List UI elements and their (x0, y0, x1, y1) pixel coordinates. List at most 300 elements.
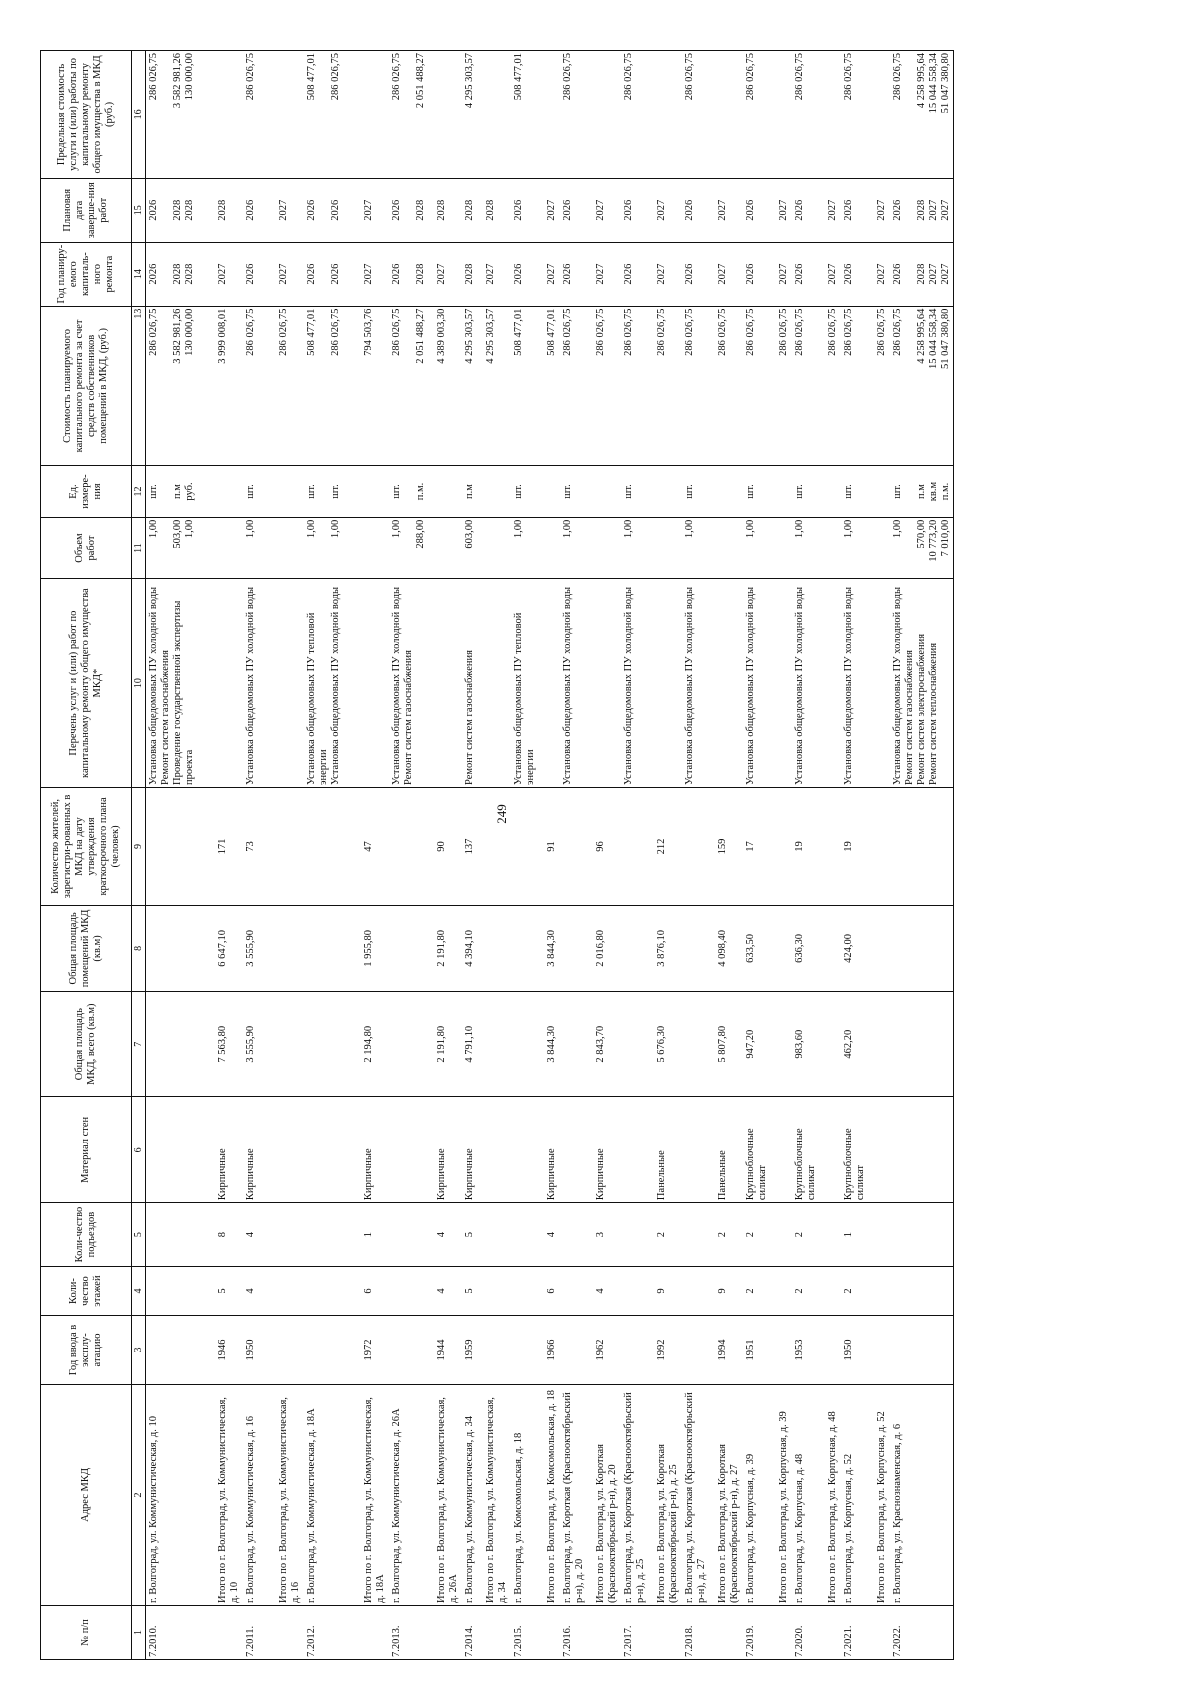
column-number-9: 9 (132, 788, 146, 906)
unit-value: руб. (184, 482, 195, 501)
year-built-cell (477, 1316, 511, 1385)
completion-date-cell (648, 178, 682, 242)
table-row (682, 51, 709, 1660)
service-cell (477, 579, 511, 788)
repair-year-cell (792, 242, 819, 306)
floors-cell: 2 (743, 1266, 770, 1315)
entrances-cell (304, 1203, 355, 1267)
header-row (41, 51, 132, 1660)
service-cell (682, 579, 709, 788)
total-area-cell (304, 991, 355, 1097)
residents-cell (270, 788, 304, 906)
year-built-cell: 1951 (743, 1316, 770, 1385)
completion-date-value: 2027 (595, 199, 606, 221)
wall-material-cell (868, 1097, 890, 1203)
total-area-cell: 983,60 (792, 991, 819, 1097)
row-number-cell (209, 1605, 243, 1659)
entrances-cell (389, 1203, 428, 1267)
premises-area-cell: 3 876,10 (648, 905, 682, 991)
cost-value: 286 026,75 (843, 308, 854, 356)
service-cell (538, 579, 560, 788)
unit-value: кв.м (928, 481, 939, 502)
cost-limit-cell (477, 51, 511, 179)
completion-date-value: 2027 (717, 199, 728, 221)
address-cell: Итого по г. Волгоград, ул. Короткая (Краснооктябрьский р-н), д. 27 (709, 1384, 743, 1605)
volume-value: 1,00 (562, 519, 573, 539)
wall-material-cell: Панельные (648, 1097, 682, 1203)
repair-year-value: 2026 (245, 263, 256, 285)
row-number-cell (355, 1605, 389, 1659)
repair-year-value: 2026 (391, 263, 402, 285)
unit-value: шт. (391, 484, 402, 499)
completion-date-value: 2026 (623, 199, 634, 221)
cost-value: 286 026,75 (330, 308, 341, 356)
address-cell: Итого по г. Волгоград, ул. Корпусная, д. 52 (868, 1384, 890, 1605)
total-row (477, 51, 511, 1660)
service-cell (792, 579, 819, 788)
column-header-2: Адрес МКД (41, 1384, 132, 1605)
completion-date-cell (770, 178, 792, 242)
cost-cell (868, 306, 890, 466)
repair-year-value: 2027 (717, 263, 728, 285)
premises-area-cell (621, 905, 648, 991)
cost-limit-value: 51 047 380,80 (940, 53, 951, 114)
wall-material-cell (511, 1097, 538, 1203)
column-header-11: Объем работ (41, 517, 132, 578)
total-area-cell (560, 991, 587, 1097)
residents-cell (819, 788, 841, 906)
service-value: Установка общедомовых ПУ холодной воды (562, 586, 573, 785)
volume-value: 10 773,20 (928, 519, 939, 562)
entrances-cell (770, 1203, 792, 1267)
completion-date-value: 2026 (513, 199, 524, 221)
column-header-5: Коли-чество подъездов (41, 1203, 132, 1267)
cost-limit-value: 286 026,75 (623, 53, 634, 101)
completion-date-value: 2026 (562, 199, 573, 221)
total-area-cell: 2 194,80 (355, 991, 389, 1097)
unit-value: шт. (330, 484, 341, 499)
completion-date-cell (270, 178, 304, 242)
address-cell: г. Волгоград, ул. Комсомольская, д. 18 (511, 1384, 538, 1605)
completion-date-cell (538, 178, 560, 242)
completion-date-value: 2027 (778, 199, 789, 221)
unit-value: шт. (623, 484, 634, 499)
cost-limit-value: 286 026,75 (391, 53, 402, 101)
volume-value: 1,00 (148, 519, 159, 539)
column-number-14: 14 (132, 242, 146, 306)
row-number-cell: 7.2017. (621, 1605, 648, 1659)
cost-limit-cell (428, 51, 462, 179)
address-cell: Итого по г. Волгоград, ул. Короткая (Краснооктябрьский р-н), д. 20 (587, 1384, 621, 1605)
cost-cell (841, 306, 868, 466)
completion-date-value: 2028 (415, 199, 426, 221)
repair-year-cell (770, 242, 792, 306)
cost-value: 286 026,75 (656, 308, 667, 356)
table-row (792, 51, 819, 1660)
repair-year-value: 2028 (464, 263, 475, 285)
column-header-4: Коли-чество этажей (41, 1266, 132, 1315)
wall-material-cell (389, 1097, 428, 1203)
cost-cell (819, 306, 841, 466)
service-cell (462, 579, 477, 788)
residents-cell: 47 (355, 788, 389, 906)
service-value: Ремонт систем газоснабжения (904, 650, 915, 785)
cost-limit-cell (648, 51, 682, 179)
repair-year-cell (709, 242, 743, 306)
unit-value: шт. (562, 484, 573, 499)
total-row (819, 51, 841, 1660)
address-cell: г. Волгоград, ул. Корпусная, д. 39 (743, 1384, 770, 1605)
repair-year-value: 2027 (546, 263, 557, 285)
cost-value: 286 026,75 (623, 308, 634, 356)
year-built-cell: 1994 (709, 1316, 743, 1385)
volume-value: 1,00 (330, 519, 341, 539)
repair-year-cell (270, 242, 304, 306)
wall-material-cell (819, 1097, 841, 1203)
cost-cell (587, 306, 621, 466)
column-number-4: 4 (132, 1266, 146, 1315)
completion-date-value: 2027 (363, 199, 374, 221)
unit-cell (304, 466, 355, 518)
repair-year-value: 2027 (928, 263, 939, 285)
volume-cell (621, 517, 648, 578)
cost-value: 286 026,75 (245, 308, 256, 356)
volume-cell (648, 517, 682, 578)
service-value: Ремонт систем электроснабжения (916, 633, 927, 785)
floors-cell: 5 (209, 1266, 243, 1315)
year-built-cell: 1953 (792, 1316, 819, 1385)
cost-cell (560, 306, 587, 466)
column-header-16: Предельная стоимость услуги и (или) работы по капитальному ремонту общего имущества в МКД (руб.) (41, 51, 132, 179)
repair-year-value: 2027 (485, 263, 496, 285)
premises-area-cell (682, 905, 709, 991)
total-area-cell (890, 991, 954, 1097)
cost-limit-cell (304, 51, 355, 179)
repair-year-value: 2028 (172, 263, 183, 285)
total-area-cell (389, 991, 428, 1097)
cost-limit-cell (792, 51, 819, 179)
cost-value: 508 477,01 (306, 308, 317, 356)
cost-limit-cell (355, 51, 389, 179)
completion-date-cell (587, 178, 621, 242)
floors-cell (477, 1266, 511, 1315)
wall-material-cell: Крупноблочные силикат (792, 1097, 819, 1203)
completion-date-cell (389, 178, 428, 242)
address-cell: г. Волгоград, ул. Короткая (Краснооктябрьский р-н), д. 20 (560, 1384, 587, 1605)
residents-cell: 17 (743, 788, 770, 906)
completion-date-cell (868, 178, 890, 242)
volume-cell (890, 517, 954, 578)
cost-limit-cell (890, 51, 954, 179)
entrances-cell: 2 (792, 1203, 819, 1267)
cost-cell (243, 306, 270, 466)
repair-year-value: 2026 (843, 263, 854, 285)
row-number-cell (709, 1605, 743, 1659)
column-number-8: 8 (132, 905, 146, 991)
service-cell (560, 579, 587, 788)
service-cell (389, 579, 428, 788)
total-area-cell (682, 991, 709, 1097)
year-built-cell: 1962 (587, 1316, 621, 1385)
address-cell: г. Волгоград, ул. Краснознаменская, д. 6 (890, 1384, 954, 1605)
unit-value: п.м. (415, 482, 426, 501)
total-area-cell (868, 991, 890, 1097)
completion-date-value: 2026 (684, 199, 695, 221)
total-area-cell: 4 791,10 (462, 991, 477, 1097)
volume-value: 503,00 (172, 519, 183, 549)
repair-year-cell (462, 242, 477, 306)
cost-limit-cell (511, 51, 538, 179)
volume-cell (682, 517, 709, 578)
volume-cell (792, 517, 819, 578)
cost-value: 15 044 558,34 (928, 308, 939, 369)
completion-date-value: 2027 (278, 199, 289, 221)
cost-value: 286 026,75 (778, 308, 789, 356)
row-number-cell: 7.2011. (243, 1605, 270, 1659)
completion-date-value: 2026 (745, 199, 756, 221)
cost-limit-cell (146, 51, 210, 179)
repair-year-value: 2027 (363, 263, 374, 285)
entrances-cell: 3 (587, 1203, 621, 1267)
cost-cell (428, 306, 462, 466)
unit-cell (841, 466, 868, 518)
unit-value: шт. (843, 484, 854, 499)
completion-date-value: 2026 (148, 199, 159, 221)
service-value: Ремонт систем газоснабжения (403, 650, 414, 785)
total-area-cell: 5 676,30 (648, 991, 682, 1097)
premises-area-cell (477, 905, 511, 991)
repair-year-value: 2027 (656, 263, 667, 285)
premises-area-cell: 2 016,80 (587, 905, 621, 991)
column-header-6: Материал стен (41, 1097, 132, 1203)
cost-limit-value: 4 295 303,57 (464, 53, 475, 109)
column-number-12: 12 (132, 466, 146, 518)
completion-date-cell (890, 178, 954, 242)
cost-cell (304, 306, 355, 466)
floors-cell: 6 (355, 1266, 389, 1315)
column-number-16: 16 (132, 51, 146, 179)
repair-year-cell (477, 242, 511, 306)
row-number-cell (770, 1605, 792, 1659)
service-cell (841, 579, 868, 788)
year-built-cell: 1950 (841, 1316, 868, 1385)
total-area-cell: 7 563,80 (209, 991, 243, 1097)
unit-cell (243, 466, 270, 518)
column-number-7: 7 (132, 991, 146, 1097)
volume-cell (389, 517, 428, 578)
cost-value: 3 999 008,01 (217, 308, 228, 364)
service-cell (868, 579, 890, 788)
residents-cell (770, 788, 792, 906)
volume-cell (243, 517, 270, 578)
table-body (146, 51, 954, 1660)
completion-date-cell (621, 178, 648, 242)
premises-area-cell: 4 098,40 (709, 905, 743, 991)
unit-value: шт. (794, 484, 805, 499)
year-built-cell (389, 1316, 428, 1385)
completion-date-value: 2026 (391, 199, 402, 221)
service-cell (709, 579, 743, 788)
row-number-cell: 7.2016. (560, 1605, 587, 1659)
completion-date-value: 2027 (656, 199, 667, 221)
cost-value: 286 026,75 (827, 308, 838, 356)
unit-cell (743, 466, 770, 518)
completion-date-cell (841, 178, 868, 242)
repair-year-cell (243, 242, 270, 306)
cost-limit-cell (819, 51, 841, 179)
service-cell (587, 579, 621, 788)
completion-date-value: 2027 (546, 199, 557, 221)
entrances-cell: 5 (462, 1203, 477, 1267)
cost-value: 508 477,01 (513, 308, 524, 356)
service-cell (743, 579, 770, 788)
volume-cell (477, 517, 511, 578)
cost-value: 286 026,75 (876, 308, 887, 356)
service-value: Установка общедомовых ПУ тепловой энергии (513, 612, 536, 785)
completion-date-value: 2028 (464, 199, 475, 221)
volume-value: 1,00 (892, 519, 903, 539)
volume-cell (304, 517, 355, 578)
total-row (209, 51, 243, 1660)
cost-limit-value: 508 477,01 (513, 53, 524, 101)
cost-cell (648, 306, 682, 466)
residents-cell (890, 788, 954, 906)
unit-value: шт. (745, 484, 756, 499)
unit-value: шт. (245, 484, 256, 499)
cost-cell (792, 306, 819, 466)
service-cell (621, 579, 648, 788)
floors-cell (389, 1266, 428, 1315)
floors-cell: 4 (243, 1266, 270, 1315)
entrances-cell (146, 1203, 210, 1267)
unit-cell (511, 466, 538, 518)
service-value: Установка общедомовых ПУ холодной воды (391, 586, 402, 785)
cost-limit-cell (682, 51, 709, 179)
repair-year-value: 2027 (778, 263, 789, 285)
wall-material-cell: Кирпичные (428, 1097, 462, 1203)
service-value: Установка общедомовых ПУ холодной воды (148, 586, 159, 785)
cost-limit-cell (389, 51, 428, 179)
residents-cell: 19 (792, 788, 819, 906)
floors-cell: 5 (462, 1266, 477, 1315)
address-cell: г. Волгоград, ул. Короткая (Краснооктябрьский р-н), д. 27 (682, 1384, 709, 1605)
premises-area-cell (819, 905, 841, 991)
column-header-9: Количество жителей, зарегистри-рованных в МКД на дату утверждения краткосрочного плана (человек) (41, 788, 132, 906)
entrances-cell (621, 1203, 648, 1267)
year-built-cell: 1992 (648, 1316, 682, 1385)
repair-year-cell (587, 242, 621, 306)
cost-value: 286 026,75 (684, 308, 695, 356)
unit-value: шт. (684, 484, 695, 499)
volume-cell (770, 517, 792, 578)
cost-value: 508 477,01 (546, 308, 557, 356)
volume-value: 1,00 (794, 519, 805, 539)
repair-year-value: 2026 (794, 263, 805, 285)
year-built-cell: 1972 (355, 1316, 389, 1385)
wall-material-cell (560, 1097, 587, 1203)
wall-material-cell (621, 1097, 648, 1203)
unit-cell (477, 466, 511, 518)
cost-value: 286 026,75 (562, 308, 573, 356)
service-value: Установка общедомовых ПУ холодной воды (623, 586, 634, 785)
year-built-cell (511, 1316, 538, 1385)
total-row (355, 51, 389, 1660)
volume-value: 1,00 (745, 519, 756, 539)
address-cell: Итого по г. Волгоград, ул. Коммунистическая, д. 10 (209, 1384, 243, 1605)
entrances-cell (560, 1203, 587, 1267)
cost-cell (389, 306, 428, 466)
table-row (890, 51, 954, 1660)
total-row (648, 51, 682, 1660)
total-area-cell (770, 991, 792, 1097)
residents-cell (477, 788, 511, 906)
completion-date-value: 2027 (940, 199, 951, 221)
service-value: Установка общедомовых ПУ холодной воды (745, 586, 756, 785)
service-value: Установка общедомовых ПУ холодной воды (794, 586, 805, 785)
repair-year-value: 2028 (916, 263, 927, 285)
volume-value: 7 010,00 (940, 519, 951, 557)
cost-limit-cell (709, 51, 743, 179)
volume-value: 1,00 (684, 519, 695, 539)
year-built-cell (890, 1316, 954, 1385)
repair-year-value: 2027 (436, 263, 447, 285)
volume-cell (146, 517, 210, 578)
total-area-cell: 3 844,30 (538, 991, 560, 1097)
wall-material-cell (770, 1097, 792, 1203)
entrances-cell: 4 (428, 1203, 462, 1267)
service-cell (209, 579, 243, 788)
cost-cell (890, 306, 954, 466)
address-cell: Итого по г. Волгоград, ул. Коммунистическая, д. 18А (355, 1384, 389, 1605)
completion-date-value: 2026 (843, 199, 854, 221)
cost-limit-value: 286 026,75 (684, 53, 695, 101)
premises-area-cell: 1 955,80 (355, 905, 389, 991)
year-built-cell (819, 1316, 841, 1385)
service-value: Установка общедомовых ПУ тепловой энергии (306, 612, 329, 785)
repair-year-value: 2027 (827, 263, 838, 285)
completion-date-value: 2027 (876, 199, 887, 221)
floors-cell (270, 1266, 304, 1315)
cost-value: 794 503,76 (363, 308, 374, 356)
cost-cell (709, 306, 743, 466)
repair-year-value: 2026 (330, 263, 341, 285)
cost-limit-value: 4 258 995,64 (916, 53, 927, 109)
cost-limit-cell (270, 51, 304, 179)
unit-cell (770, 466, 792, 518)
cost-cell (743, 306, 770, 466)
table-row (511, 51, 538, 1660)
rotated-table-container (40, 50, 1130, 1660)
row-number-cell (868, 1605, 890, 1659)
entrances-cell (477, 1203, 511, 1267)
repair-year-value: 2027 (940, 263, 951, 285)
row-number-cell (648, 1605, 682, 1659)
cost-cell (621, 306, 648, 466)
volume-cell (209, 517, 243, 578)
address-cell: г. Волгоград, ул. Коммунистическая, д. 10 (146, 1384, 210, 1605)
premises-area-cell (770, 905, 792, 991)
repair-year-cell (304, 242, 355, 306)
service-cell (819, 579, 841, 788)
premises-area-cell (560, 905, 587, 991)
floors-cell: 4 (428, 1266, 462, 1315)
repair-year-value: 2026 (684, 263, 695, 285)
floors-cell: 9 (648, 1266, 682, 1315)
volume-cell (538, 517, 560, 578)
completion-date-cell (146, 178, 210, 242)
table-row (304, 51, 355, 1660)
premises-area-cell: 2 191,80 (428, 905, 462, 991)
